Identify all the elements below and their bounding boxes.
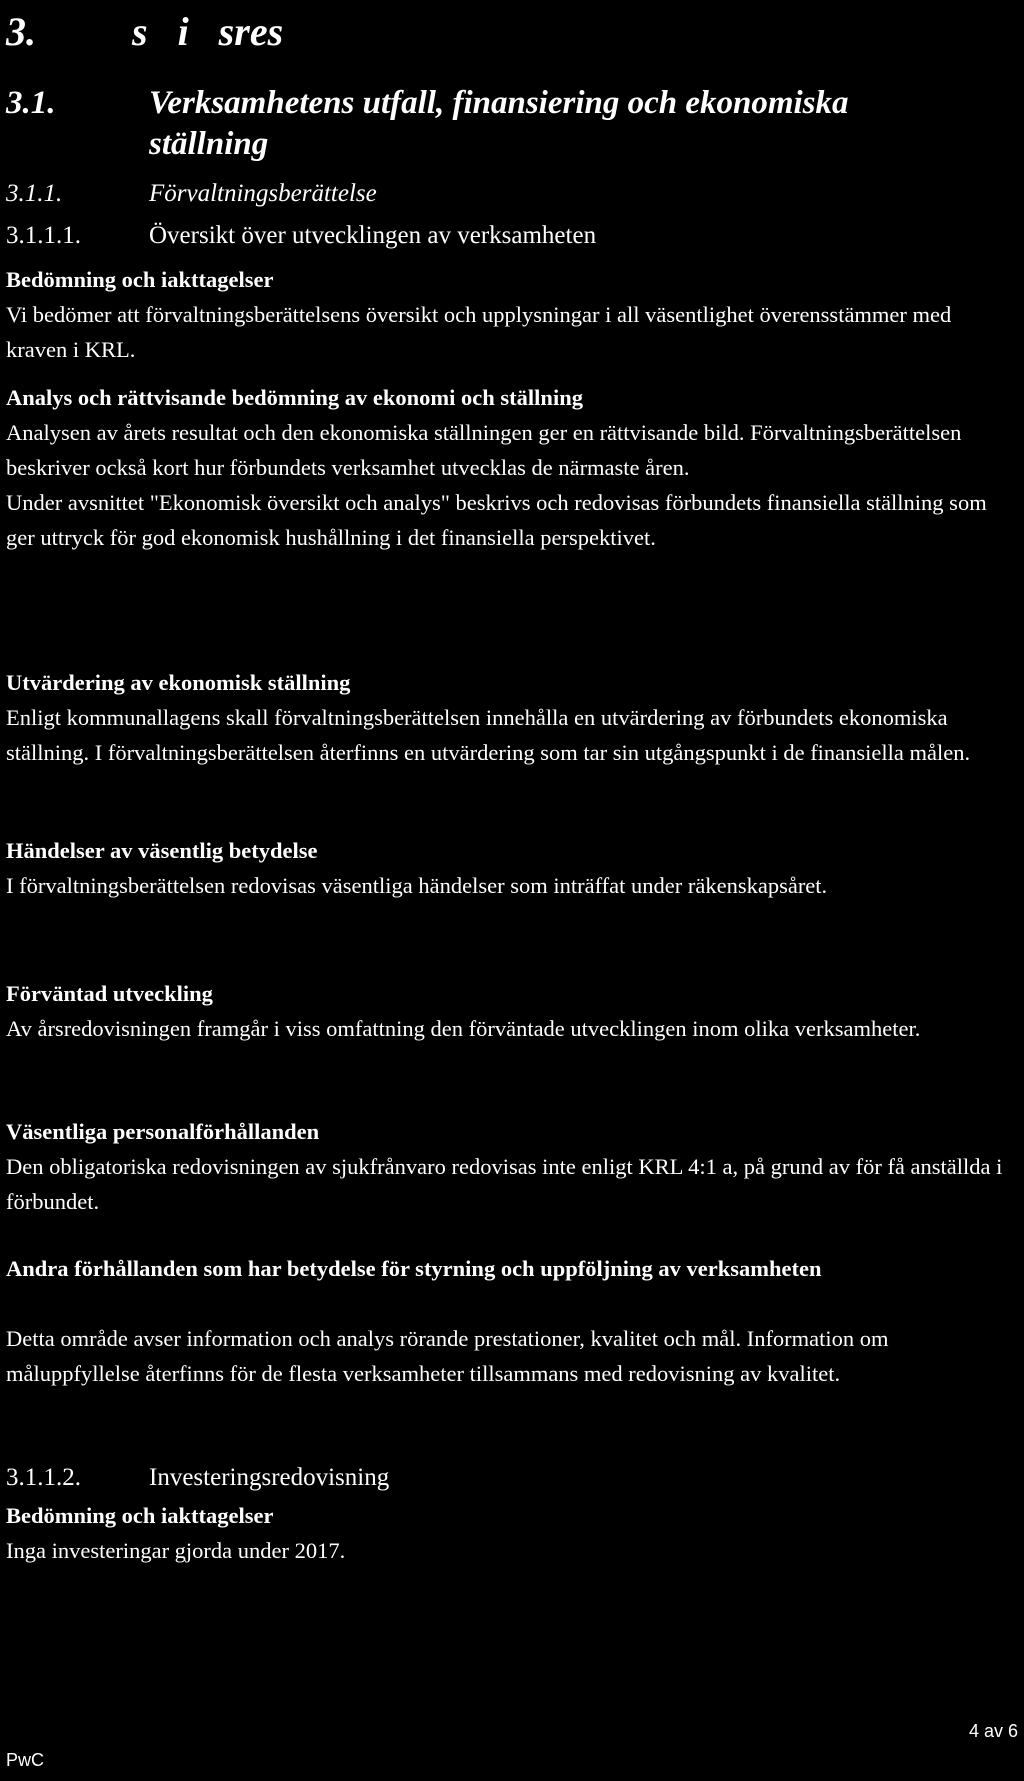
- block-heading: Bedömning och iakttagelser: [6, 267, 274, 292]
- block-forvantad: [6, 976, 1016, 1046]
- block-andra-body: [6, 1321, 1016, 1391]
- section-title-3-1: Verksamhetens utfall, finansiering och ekonomiska ställning: [149, 85, 849, 162]
- block-paragraph: Under avsnittet "Ekonomisk översikt och analys" beskrivs och redovisas förbundets finansiella ställning som ger uttryck för god ekonomisk hushållning i det finansiella perspektivet.: [6, 490, 987, 550]
- section-number-3-1-1: 3.1.1.: [6, 180, 63, 207]
- block-bedomning-2: [6, 1498, 1016, 1568]
- block-andra: [6, 1251, 826, 1286]
- chapter-number: 3.: [6, 9, 36, 54]
- block-paragraph: Den obligatoriska redovisningen av sjukfrånvaro redovisas inte enligt KRL 4:1 a, på grund av för få anställda i förbundet.: [6, 1154, 1003, 1214]
- page-number: 4 av 6: [968, 1721, 1018, 1741]
- block-analys: [6, 380, 1016, 555]
- block-paragraph: Inga investeringar gjorda under 2017.: [6, 1538, 346, 1563]
- block-paragraph: Av årsredovisningen framgår i viss omfattning den förväntade utvecklingen inom olika verksamheter.: [6, 1016, 921, 1041]
- block-handelser: [6, 833, 1016, 903]
- footer-brand: PwC: [6, 1750, 45, 1770]
- chapter-heading: [6, 8, 283, 55]
- block-paragraph: I förvaltningsberättelsen redovisas väsentliga händelser som inträffat under räkenskapsåret.: [6, 873, 828, 898]
- section-number-3-1-1-1: 3.1.1.1.: [6, 222, 81, 249]
- block-paragraph: Vi bedömer att förvaltningsberättelsens översikt och upplysningar i all väsentlighet överensstämmer med kraven i KRL.: [6, 302, 952, 362]
- block-paragraph: Analysen av årets resultat och den ekonomiska ställningen ger en rättvisande bild. Förvaltningsberättelsen beskriver också kort hur förbundets verksamhet utvecklas de närmaste åren.: [6, 420, 962, 480]
- block-bedomning-1: [6, 262, 1016, 367]
- block-heading: Händelser av väsentlig betydelse: [6, 838, 318, 863]
- block-paragraph: Detta område avser information och analys rörande prestationer, kvalitet och mål. Information om måluppfyllelse återfinns för de flesta verksamheter tillsammans med redovisning av kvalitet.: [6, 1326, 889, 1386]
- block-heading: Analys och rättvisande bedömning av ekonomi och ställning: [6, 385, 583, 410]
- block-paragraph: Enligt kommunallagens skall förvaltningsberättelsen innehålla en utvärdering av förbundets ekonomiska ställning. I förvaltningsberättelsen återfinns en utvärdering som tar sin utgångspunkt i de finansiella målen.: [6, 705, 971, 765]
- block-heading: Väsentliga personalförhållanden: [6, 1119, 320, 1144]
- block-heading: Andra förhållanden som har betydelse för styrning och uppföljning av verksamheten: [6, 1256, 822, 1281]
- section-title-3-1-1-1: Översikt över utvecklingen av verksamheten: [149, 222, 597, 249]
- block-heading: Förväntad utveckling: [6, 981, 213, 1006]
- section-title-3-1-1-2: Investeringsredovisning: [149, 1464, 390, 1491]
- block-personal: [6, 1114, 1016, 1219]
- block-heading: Bedömning och iakttagelser: [6, 1503, 274, 1528]
- block-utvardering: [6, 665, 1016, 770]
- section-number-3-1: 3.1.: [6, 85, 56, 121]
- chapter-title: s i sres: [132, 9, 284, 54]
- section-number-3-1-1-2: 3.1.1.2.: [6, 1464, 81, 1491]
- section-title-3-1-1: Förvaltningsberättelse: [149, 180, 377, 207]
- block-heading: Utvärdering av ekonomisk ställning: [6, 670, 351, 695]
